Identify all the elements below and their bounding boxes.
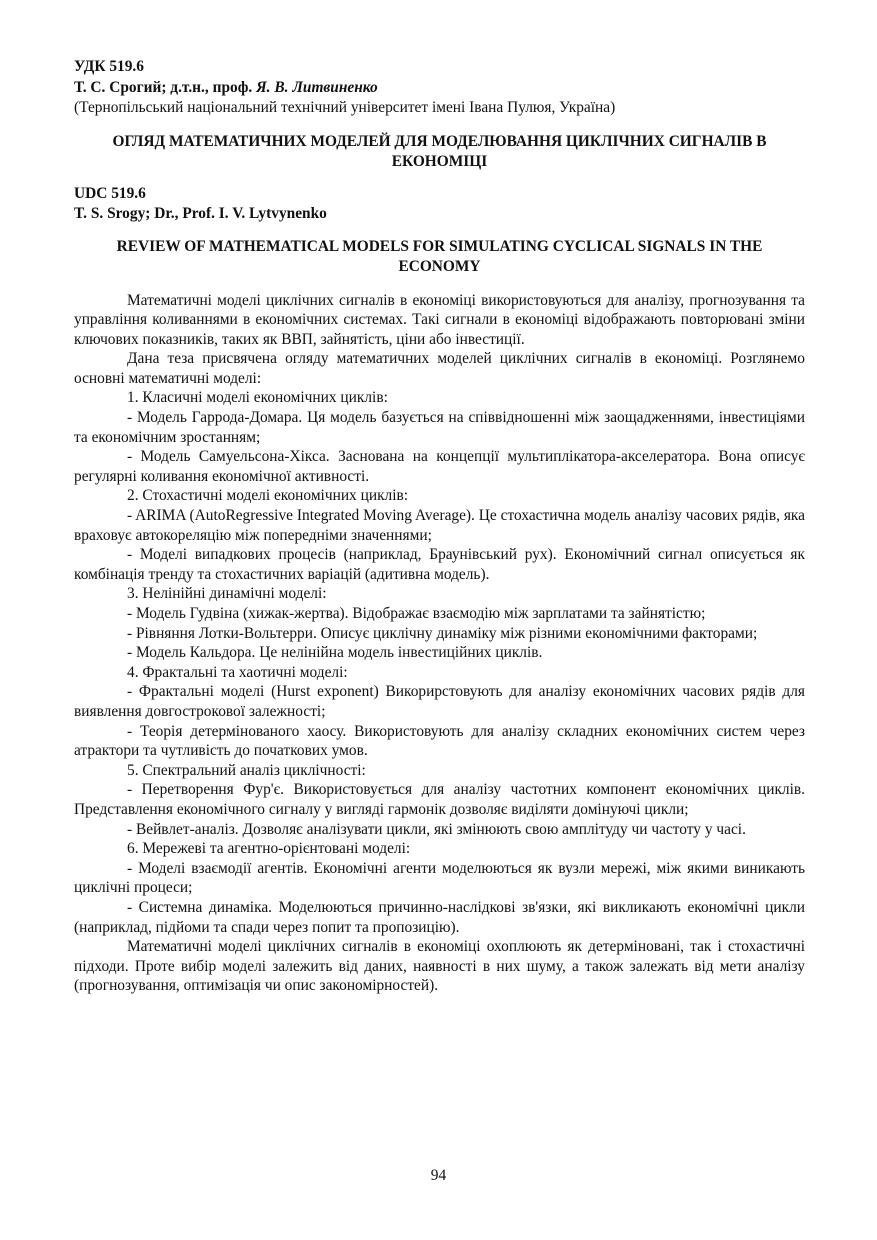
list-item: - ARIMA (AutoRegressive Integrated Moving Average). Це стохастична модель аналізу часових рядів, яка враховує автокореляцію між попередніми значеннями;	[74, 507, 805, 544]
list-item: - Моделі випадкових процесів (наприклад, Браунівський рух). Економічний сигнал описується як комбінація тренду та стохастичних варіацій (адитивна модель).	[74, 546, 805, 583]
authors-ua-italic: Я. В. Литвиненко	[256, 78, 378, 96]
paragraph: Математичні моделі циклічних сигналів в економіці використовуються для аналізу, прогнозування та управління коливаннями в економічних системах. Такі сигнали в економіці відображають повторювані зміни ключових показників, таких як ВВП, зайнятість, ціни або інвестиції.	[74, 291, 805, 348]
list-heading: 6. Мережеві та агентно-орієнтовані моделі:	[127, 840, 411, 858]
body-text	[74, 291, 805, 996]
page-number: 94	[430, 1167, 447, 1184]
list-item: - Модель Самуельсона-Хікса. Заснована на концепції мультиплікатора-акселератора. Вона описує регулярні коливання економічної активності.	[74, 448, 805, 485]
list-item: - Системна динаміка. Моделюються причинно-наслідкові зв'язки, які викликають економічні цикли (наприклад, підйоми та спади через попит та пропозицію).	[74, 898, 805, 936]
list-item: - Модель Гаррода-Домара. Ця модель базується на співвідношенні між заощадженнями, інвестиціями та економічним зростанням;	[74, 409, 805, 446]
list-heading: 1. Класичні моделі економічних циклів:	[127, 389, 388, 407]
list-heading: 3. Нелінійні динамічні моделі:	[127, 585, 327, 603]
list-heading: 2. Стохастичні моделі економічних циклів:	[127, 487, 409, 505]
list-item: - Теорія детермінованого хаосу. Використовують для аналізу складних економічних систем через атрактори та чутливість до початкових умов.	[74, 722, 805, 760]
paper-page	[74, 57, 805, 996]
list-heading: 5. Спектральний аналіз циклічності:	[127, 761, 366, 779]
authors-ua-plain: Т. С. Срогий; д.т.н., проф.	[74, 78, 257, 96]
list-item: - Моделі взаємодії агентів. Економічні агенти моделюються як вузли мережі, між якими виникають циклічні процеси;	[74, 859, 805, 897]
authors-ua	[74, 78, 805, 99]
title-en: REVIEW OF MATHEMATICAL MODELS FOR SIMULATING CYCLICAL SIGNALS IN THE ECONOMY	[116, 237, 763, 275]
list-item: - Рівняння Лотки-Вольтерри. Описує циклічну динаміку між різними економічними факторами;	[127, 624, 758, 642]
list-item: - Модель Кальдора. Це нелінійна модель інвестиційних циклів.	[127, 644, 543, 662]
title-ua: ОГЛЯД МАТЕМАТИЧНИХ МОДЕЛЕЙ ДЛЯ МОДЕЛЮВАННЯ ЦИКЛІЧНИХ СИГНАЛІВ В ЕКОНОМІЦІ	[112, 132, 767, 170]
authors-en: T. S. Srogy; Dr., Prof. I. V. Lytvynenko	[74, 205, 327, 222]
list-item: - Модель Гудвіна (хижак-жертва). Відображає взаємодію між зарплатами та зайнятістю;	[127, 605, 706, 622]
list-item: - Фрактальні моделі (Hurst exponent) Викорирстовують для аналізу економічних часових рядів для виявлення довгострокової залежності;	[74, 683, 805, 720]
udc-en: UDC 519.6	[74, 184, 146, 202]
paragraph: Математичні моделі циклічних сигналів в економіці охоплюють як детерміновані, так і стохастичні підходи. Проте вибір моделі залежить від даних, наявності в них шуму, а також залежать від мети аналізу (прогнозування, оптимізація чи опис закономірностей).	[74, 938, 805, 995]
list-heading: 4. Фрактальні та хаотичні моделі:	[127, 663, 348, 681]
udc-ua: УДК 519.6	[74, 58, 144, 75]
list-item: - Вейвлет-аналіз. Дозволяє аналізувати цикли, які змінюють свою амплітуду чи частоту у часі.	[127, 820, 746, 838]
affiliation-ua: (Тернопільський національний технічний університет імені Івана Пулюя, Україна)	[74, 99, 616, 116]
paragraph: Дана теза присвячена огляду математичних моделей циклічних сигналів в економіці. Розглянемо основні математичні моделі:	[74, 350, 805, 387]
list-item: - Перетворення Фур'є. Використовується для аналізу частотних компонент економічних циклів. Представлення економічного сигналу у вигляді гармонік дозволяє виділяти домінуючі цикли;	[74, 781, 805, 818]
